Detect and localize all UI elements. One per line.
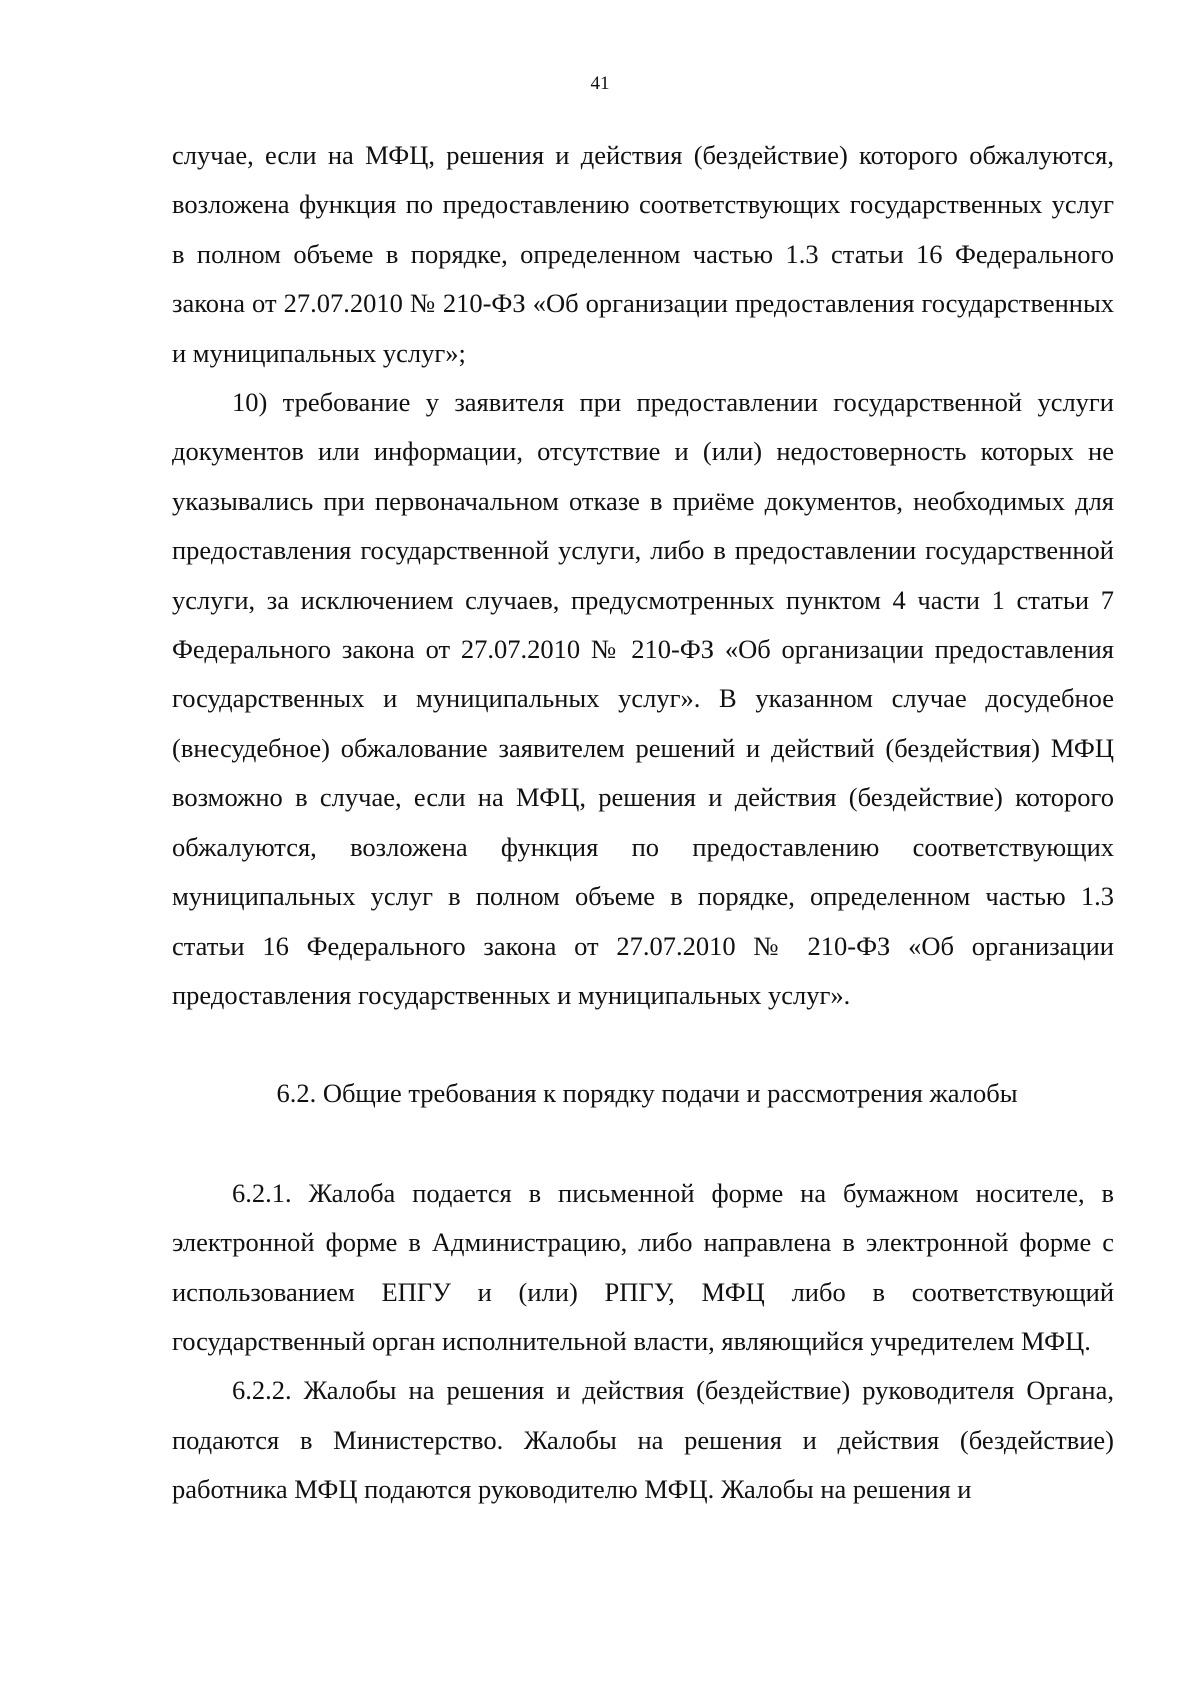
paragraph-6-2-2: 6.2.2. Жалобы на решения и действия (бездействие) руководителя Органа, подаются в Министерство. Жалобы на решения и действия (бездействие) работника МФЦ подаются руководителю МФЦ. Жалобы на решения и bbox=[172, 1375, 1114, 1505]
paragraph-6-2-1: 6.2.1. Жалоба подается в письменной форме на бумажном носителе, в электронной форме в Администрацию, либо направлена в электронной форме с использованием ЕПГУ и (или) РПГУ, МФЦ либо в соответствующий государственный орган исполнительной власти, являющийся учредителем МФЦ. bbox=[172, 1177, 1114, 1356]
section-heading: 6.2. Общие требования к порядку подачи и рассмотрения жалобы bbox=[276, 1078, 1018, 1109]
document-body bbox=[172, 131, 1114, 1515]
spacer bbox=[172, 1119, 1114, 1169]
paragraph-continuation: случае, если на МФЦ, решения и действия (бездействие) которого обжалуются, возложена функция по предоставлению соответствующих государственных услуг в полном объеме в порядке, определенном частью 1.3 статьи 16 Федерального закона от 27.07.2010 № 210-ФЗ «Об организации предоставления государственных и муниципальных услуг»; bbox=[172, 140, 1114, 368]
paragraph-item-10: 10) требование у заявителя при предоставлении государственной услуги документов или информации, отсутствие и (или) недостоверность которых не указывались при первоначальном отказе в приёме документов, необходимых для предоставления государственной услуги, либо в предоставлении государственной услуги, за исключением случаев, предусмотренных пунктом 4 части 1 статьи 7 Федерального закона от 27.07.2010 № 210-ФЗ «Об организации предоставления государственных и муниципальных услуг». В указанном случае досудебное (внесудебное) обжалование заявителем решений и действий (бездействия) МФЦ возможно в случае, если на МФЦ, решения и действия (бездействие) которого обжалуются, возложена функция по предоставлению соответствующих муниципальных услуг в полном объеме в порядке, определенном частью 1.3 статьи 16 Федерального закона от 27.07.2010 № 210-ФЗ «Об организации предоставления государственных и муниципальных услуг». bbox=[172, 387, 1114, 1010]
spacer bbox=[172, 1020, 1114, 1069]
page-number: 41 bbox=[590, 73, 610, 94]
